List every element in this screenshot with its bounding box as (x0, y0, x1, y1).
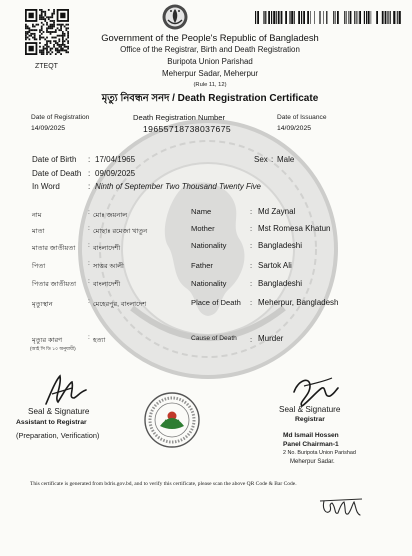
sex-separator: : (271, 155, 274, 164)
en-name-label: Name (191, 207, 212, 216)
en-father-nationality-separator: : (250, 279, 253, 288)
bn-father-nationality-value: বাংলাদেশী (93, 281, 121, 288)
bn-name-separator: : (88, 209, 90, 216)
en-mother-separator: : (250, 224, 253, 233)
dob-separator: : (88, 155, 91, 164)
assistant-registrar-note: (Preparation, Verification) (16, 431, 100, 440)
en-place-of-death-label: Place of Death (191, 298, 241, 307)
registrar-office: 2 No. Buripota Union Parishad (283, 450, 356, 456)
en-father-nationality-value: Bangladeshi (258, 279, 303, 288)
handwritten-signature (318, 493, 364, 521)
government-title: Government of the People's Republic of Bangladesh (101, 32, 319, 43)
en-cause-of-death-separator: : (250, 335, 253, 344)
dob-label: Date of Birth (32, 155, 77, 164)
bn-father-separator: : (88, 260, 90, 267)
bn-mother-nationality-value: বাংলাদেশী (93, 245, 121, 252)
location-name: Meherpur Sadar, Meherpur (161, 69, 259, 78)
bn-cause-of-death-label: মৃত্যুর কারণ (32, 337, 63, 344)
certificate-title: মৃত্যু নিবন্ধন সনদ / Death Registration Certificate (101, 93, 319, 104)
assistant-signature (42, 372, 90, 408)
registration-number-label: Death Registration Number (133, 113, 226, 122)
registration-date-label: Date of Registration (31, 114, 90, 121)
en-father-separator: : (250, 261, 253, 270)
rule-reference: (Rule 11, 12) (193, 82, 227, 88)
bn-place-of-death-label: মৃত্যুস্থান (32, 301, 53, 308)
bn-father-value: সাত্তর আলী (93, 263, 124, 270)
assistant-registrar-role: Assistant to Registrar (16, 419, 87, 426)
en-mother-label: Mother (191, 224, 215, 233)
registrar-position: Panel Chairman-1 (283, 441, 339, 448)
registrar-area: Meherpur Sadar. (290, 459, 335, 465)
bn-name-label: নাম (32, 212, 42, 219)
registration-date: 14/09/2025 (31, 125, 66, 132)
qr-code-label: ZTEQT (35, 63, 58, 70)
en-father-nationality-label: Nationality (191, 279, 227, 288)
dod-value: 09/09/2025 (95, 169, 136, 178)
bn-cause-of-death-value: হত্যা (93, 337, 106, 344)
in-word-separator: : (88, 182, 91, 191)
en-mother-nationality-value: Bangladeshi (258, 241, 303, 250)
sex-label: Sex (254, 155, 268, 164)
bn-mother-separator: : (88, 225, 90, 232)
registrar-name: Md Ismail Hossen (283, 432, 339, 439)
bn-father-label: পিতা (32, 263, 46, 270)
bn-father-nationality-separator: : (88, 278, 90, 285)
bn-name-value: মোঃ জয়নাল (93, 212, 128, 219)
en-cause-of-death-label: Cause of Death (191, 335, 237, 342)
bn-place-of-death-value: মেহেরপুর, বাংলাদেশ (93, 301, 147, 308)
dob-value: 17/04/1965 (95, 155, 136, 164)
in-word-label: In Word (32, 182, 60, 191)
issuance-date: 14/09/2025 (277, 125, 312, 132)
barcode (255, 11, 401, 24)
right-seal-signature-title: Seal & Signature (279, 405, 341, 414)
registrar-role: Registrar (295, 416, 325, 423)
verification-footer: This certificate is generated from bdris.gov.bd, and to verify this certificate, please scan the above QR Code & Bar Code. (30, 481, 297, 487)
en-name-value: Md Zaynal (258, 207, 296, 216)
bn-cause-of-death-note: (আই সি ডি ১০ অনুযায়ী) (30, 346, 76, 351)
en-mother-nationality-separator: : (250, 241, 253, 250)
en-father-value: Sartok Ali (258, 261, 292, 270)
office-name: Office of the Registrar, Birth and Death Registration (120, 45, 300, 54)
union-name: Buripota Union Parishad (167, 57, 253, 66)
bn-mother-label: মাতা (32, 228, 45, 235)
bangladesh-emblem-icon (160, 3, 190, 31)
en-name-separator: : (250, 207, 253, 216)
en-place-of-death-separator: : (250, 298, 253, 307)
union-seal-icon (143, 390, 201, 450)
bn-cause-of-death-separator: : (88, 334, 90, 341)
en-father-label: Father (191, 261, 213, 270)
bn-father-nationality-label: পিতার জাতীয়তা (32, 281, 77, 288)
bn-mother-nationality-label: মাতার জাতীয়তা (32, 245, 76, 252)
en-place-of-death-value: Meherpur, Bangladesh (258, 298, 339, 307)
registration-number: 19655718738037675 (143, 124, 232, 134)
en-cause-of-death-value: Murder (258, 334, 284, 343)
bn-mother-nationality-separator: : (88, 242, 90, 249)
sex-value: Male (277, 155, 295, 164)
dod-separator: : (88, 169, 91, 178)
in-word-value: Ninth of September Two Thousand Twenty Five (95, 182, 261, 191)
left-seal-signature-title: Seal & Signature (28, 407, 90, 416)
bn-place-of-death-separator: : (88, 298, 90, 305)
en-mother-value: Mst Romesa Khatun (258, 224, 331, 233)
dod-label: Date of Death (32, 169, 82, 178)
en-mother-nationality-label: Nationality (191, 241, 227, 250)
bn-mother-value: মোছাঃ রমেজা খাতুন (93, 228, 148, 235)
issuance-date-label: Date of Issuance (277, 114, 327, 121)
